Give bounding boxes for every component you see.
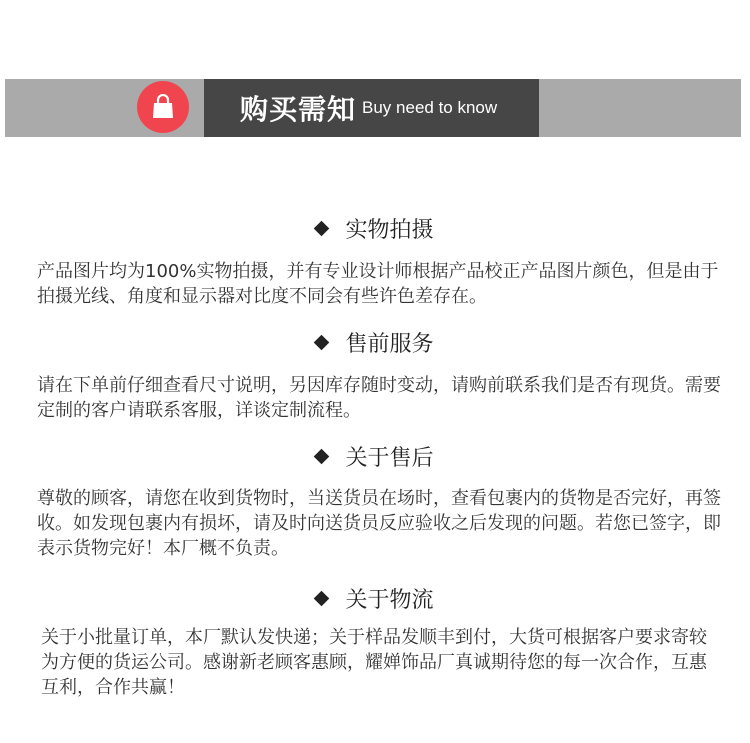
section-title-presale-service <box>0 327 750 358</box>
section-title-after-sales <box>0 441 750 472</box>
section-text-logistics: 关于小批量订单，本厂默认发快递；关于样品发顺丰到付，大货可根据客户要求寄较为方便的货运公司。感谢新老顾客惠顾，耀婵饰品厂真诚期待您的每一次合作，互惠互利，合作共赢！ <box>41 627 707 698</box>
section-title-text: 实物拍摄 <box>345 218 434 243</box>
section-text-after-sales: 尊敬的顾客，请您在收到货物时，当送货员在场时，查看包裹内的货物是否完好，再签收。如发现包裹内有损坏，请及时向送货员反应验收之后发现的问题。若您已签字，即表示货物完好！本厂概不负责。 <box>37 488 721 559</box>
section-title-text: 关于物流 <box>345 588 434 613</box>
diamond-bullet-icon <box>314 449 330 465</box>
section-title-text: 关于售后 <box>345 446 434 471</box>
section-title-text: 售前服务 <box>345 332 434 357</box>
diamond-bullet-icon <box>314 221 330 237</box>
diamond-bullet-icon <box>314 335 330 351</box>
shopping-bag-icon <box>137 81 189 133</box>
section-title-logistics <box>0 583 750 614</box>
diamond-bullet-icon <box>314 591 330 607</box>
section-text-physical-photos: 产品图片均为100%实物拍摄，并有专业设计师根据产品校正产品图片颜色，但是由于拍摄光线、角度和显示器对比度不同会有些许色差存在。 <box>37 261 719 307</box>
banner-title-en: Buy need to know <box>362 98 498 117</box>
banner-title-cn: 购买需知 <box>240 93 357 126</box>
section-text-presale-service: 请在下单前仔细查看尺寸说明，另因库存随时变动，请购前联系我们是否有现货。需要定制的客户请联系客服，详谈定制流程。 <box>37 375 721 421</box>
header-banner <box>5 79 741 137</box>
banner-title-box <box>204 79 539 137</box>
section-title-physical-photos <box>0 213 750 244</box>
